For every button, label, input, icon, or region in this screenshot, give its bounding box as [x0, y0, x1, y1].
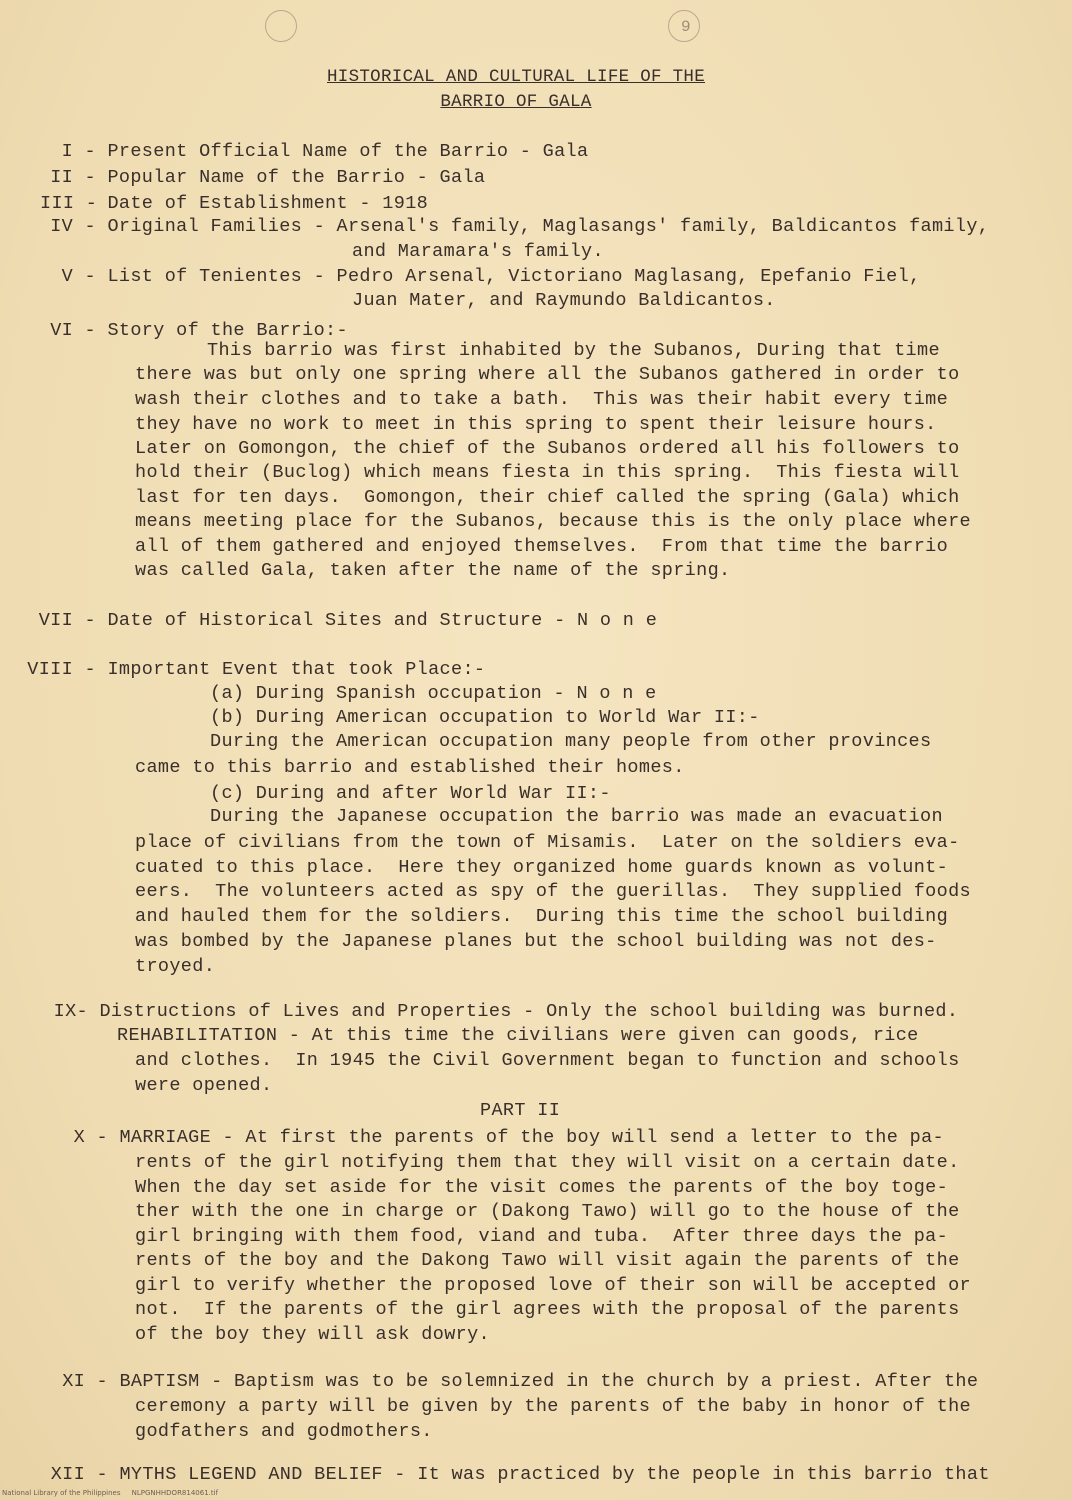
- rehab-line: were opened.: [135, 1075, 273, 1096]
- section-iv: IV - Original Families - Arsenal's family, Maglasangs' family, Baldicantos family,: [50, 216, 990, 237]
- marriage-line: ther with the one in charge or (Dakong Tawo) will go to the house of the: [135, 1201, 960, 1222]
- marriage-line: When the day set aside for the visit comes the parents of the boy toge-: [135, 1177, 949, 1198]
- event-c-line: eers. The volunteers acted as spy of the guerillas. They supplied foods: [135, 881, 971, 902]
- story-line: last for ten days. Gomongon, their chief called the spring (Gala) which: [135, 487, 960, 508]
- story-line: Later on Gomongon, the chief of the Subanos ordered all his followers to: [135, 438, 960, 459]
- story-line: wash their clothes and to take a bath. This was their habit every time: [135, 389, 949, 410]
- event-c-line: During the Japanese occupation the barrio was made an evacuation: [210, 806, 943, 827]
- rehab-line: and clothes. In 1945 the Civil Government began to function and schools: [135, 1050, 960, 1071]
- section-i: I - Present Official Name of the Barrio - Gala: [61, 141, 589, 162]
- event-b: (b) During American occupation to World War II:-: [210, 707, 760, 728]
- marriage-line: not. If the parents of the girl agrees with the proposal of the parents: [135, 1299, 960, 1320]
- event-b-line: came to this barrio and established their homes.: [135, 757, 685, 778]
- story-line: means meeting place for the Subanos, because this is the only place where: [135, 511, 971, 532]
- marriage-line: girl to verify whether the proposed love of their son will be accepted or: [135, 1275, 971, 1296]
- archive-footer: National Library of the Philippines NLPGNHHDOR814061.tif: [2, 1489, 219, 1497]
- section-x: X - MARRIAGE - At first the parents of the boy will send a letter to the pa-: [73, 1127, 944, 1148]
- event-a: (a) During Spanish occupation - N o n e: [210, 683, 657, 704]
- story-line: This barrio was first inhabited by the Subanos, During that time: [207, 340, 940, 361]
- story-line: there was but only one spring where all the Subanos gathered in order to: [135, 364, 960, 385]
- section-iv-cont: and Maramara's family.: [352, 241, 604, 262]
- event-c-line: and hauled them for the soldiers. During this time the school building: [135, 906, 949, 927]
- baptism-line: ceremony a party will be given by the parents of the baby in honor of the: [135, 1396, 971, 1417]
- event-b-line: During the American occupation many people from other provinces: [210, 731, 932, 752]
- baptism-line: godfathers and godmothers.: [135, 1421, 433, 1442]
- punch-hole-left: [265, 10, 297, 42]
- story-line: they have no work to meet in this spring to spent their leisure hours.: [135, 414, 937, 435]
- section-iii: III - Date of Establishment - 1918: [40, 193, 429, 214]
- section-xi: XI - BAPTISM - Baptism was to be solemnized in the church by a priest. After the: [62, 1371, 979, 1392]
- event-c-line: cuated to this place. Here they organized home guards known as volunt-: [135, 857, 949, 878]
- title-line-2: BARRIO OF GALA: [440, 92, 592, 112]
- section-v: V - List of Tenientes - Pedro Arsenal, Victoriano Maglasang, Epefanio Fiel,: [61, 266, 921, 287]
- section-xii: XII - MYTHS LEGEND AND BELIEF - It was practiced by the people in this barrio that: [50, 1464, 990, 1485]
- marriage-line: of the boy they will ask dowry.: [135, 1324, 491, 1345]
- event-c-line: was bombed by the Japanese planes but the school building was not des-: [135, 931, 937, 952]
- page-number: 9: [681, 18, 691, 36]
- section-vi-heading: VI - Story of the Barrio:-: [50, 320, 348, 341]
- event-c-line: place of civilians from the town of Misamis. Later on the soldiers eva-: [135, 832, 960, 853]
- marriage-line: girl bringing with them food, viand and tuba. After three days the pa-: [135, 1226, 949, 1247]
- marriage-line: rents of the girl notifying them that they will visit on a certain date.: [135, 1152, 960, 1173]
- section-v-cont: Juan Mater, and Raymundo Baldicantos.: [352, 290, 776, 311]
- story-line: hold their (Buclog) which means fiesta in this spring. This fiesta will: [135, 462, 960, 483]
- marriage-line: rents of the boy and the Dakong Tawo will visit again the parents of the: [135, 1250, 960, 1271]
- part-ii-heading: PART II: [480, 1100, 561, 1121]
- section-ix: IX- Distructions of Lives and Properties - Only the school building was burned.: [53, 1001, 959, 1022]
- section-ii: II - Popular Name of the Barrio - Gala: [50, 167, 486, 188]
- story-line: all of them gathered and enjoyed themselves. From that time the barrio: [135, 536, 949, 557]
- title-line-1: HISTORICAL AND CULTURAL LIFE OF THE: [326, 67, 706, 87]
- rehabilitation: REHABILITATION - At this time the civilians were given can goods, rice: [117, 1025, 919, 1046]
- event-c: (c) During and after World War II:-: [210, 783, 611, 804]
- section-vii: VII - Date of Historical Sites and Structure - N o n e: [38, 610, 658, 631]
- story-line: was called Gala, taken after the name of the spring.: [135, 560, 731, 581]
- section-viii-heading: VIII - Important Event that took Place:-: [27, 659, 486, 680]
- event-c-line: troyed.: [135, 956, 216, 977]
